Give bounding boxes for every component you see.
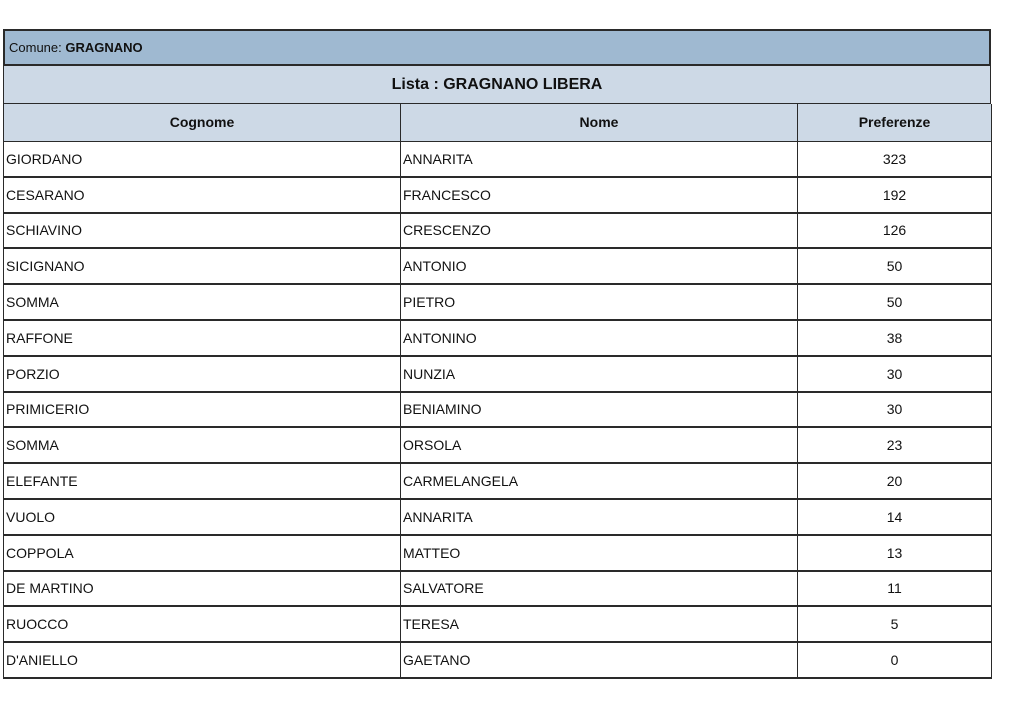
cell-nome: CRESCENZO xyxy=(401,213,798,249)
cell-preferenze: 30 xyxy=(798,356,992,392)
comune-header xyxy=(3,29,991,66)
column-header-preferenze: Preferenze xyxy=(798,104,992,141)
cell-nome: TERESA xyxy=(401,606,798,642)
table-row xyxy=(4,463,992,499)
cell-cognome: COPPOLA xyxy=(4,535,401,571)
table-row xyxy=(4,284,992,320)
cell-preferenze: 38 xyxy=(798,320,992,356)
cell-nome: ANNARITA xyxy=(401,499,798,535)
lista-value: GRAGNANO LIBERA xyxy=(443,75,603,93)
cell-cognome: D'ANIELLO xyxy=(4,642,401,678)
table-row xyxy=(4,642,992,678)
cell-nome: GAETANO xyxy=(401,642,798,678)
table-header-row xyxy=(4,104,992,141)
cell-nome: SALVATORE xyxy=(401,571,798,607)
column-header-nome: Nome xyxy=(401,104,798,141)
cell-nome: ANTONIO xyxy=(401,248,798,284)
cell-nome: MATTEO xyxy=(401,535,798,571)
results-sheet xyxy=(3,29,991,679)
cell-preferenze: 13 xyxy=(798,535,992,571)
cell-cognome: SOMMA xyxy=(4,427,401,463)
table-row xyxy=(4,499,992,535)
cell-cognome: SICIGNANO xyxy=(4,248,401,284)
lista-label: Lista : xyxy=(391,75,439,93)
table-row xyxy=(4,571,992,607)
table-row xyxy=(4,606,992,642)
column-header-cognome: Cognome xyxy=(4,104,401,141)
cell-nome: ANNARITA xyxy=(401,141,798,177)
table-row xyxy=(4,356,992,392)
cell-cognome: SOMMA xyxy=(4,284,401,320)
cell-nome: ANTONINO xyxy=(401,320,798,356)
cell-preferenze: 50 xyxy=(798,284,992,320)
cell-nome: FRANCESCO xyxy=(401,177,798,213)
cell-cognome: RAFFONE xyxy=(4,320,401,356)
cell-cognome: GIORDANO xyxy=(4,141,401,177)
cell-cognome: SCHIAVINO xyxy=(4,213,401,249)
comune-label: Comune: xyxy=(9,40,62,55)
preferences-table xyxy=(3,104,992,679)
table-row xyxy=(4,177,992,213)
cell-cognome: PRIMICERIO xyxy=(4,392,401,428)
cell-preferenze: 14 xyxy=(798,499,992,535)
cell-preferenze: 30 xyxy=(798,392,992,428)
table-row xyxy=(4,427,992,463)
cell-preferenze: 0 xyxy=(798,642,992,678)
table-row xyxy=(4,392,992,428)
comune-value: GRAGNANO xyxy=(65,40,143,55)
cell-nome: ORSOLA xyxy=(401,427,798,463)
cell-cognome: VUOLO xyxy=(4,499,401,535)
cell-nome: BENIAMINO xyxy=(401,392,798,428)
cell-preferenze: 5 xyxy=(798,606,992,642)
table-row xyxy=(4,535,992,571)
cell-nome: PIETRO xyxy=(401,284,798,320)
cell-preferenze: 323 xyxy=(798,141,992,177)
cell-preferenze: 11 xyxy=(798,571,992,607)
cell-preferenze: 23 xyxy=(798,427,992,463)
cell-cognome: PORZIO xyxy=(4,356,401,392)
cell-cognome: ELEFANTE xyxy=(4,463,401,499)
cell-preferenze: 192 xyxy=(798,177,992,213)
table-row xyxy=(4,213,992,249)
cell-preferenze: 20 xyxy=(798,463,992,499)
cell-preferenze: 126 xyxy=(798,213,992,249)
cell-cognome: DE MARTINO xyxy=(4,571,401,607)
table-row xyxy=(4,248,992,284)
cell-cognome: RUOCCO xyxy=(4,606,401,642)
cell-cognome: CESARANO xyxy=(4,177,401,213)
table-row xyxy=(4,320,992,356)
table-row xyxy=(4,141,992,177)
cell-preferenze: 50 xyxy=(798,248,992,284)
lista-header xyxy=(3,66,991,104)
cell-nome: CARMELANGELA xyxy=(401,463,798,499)
cell-nome: NUNZIA xyxy=(401,356,798,392)
